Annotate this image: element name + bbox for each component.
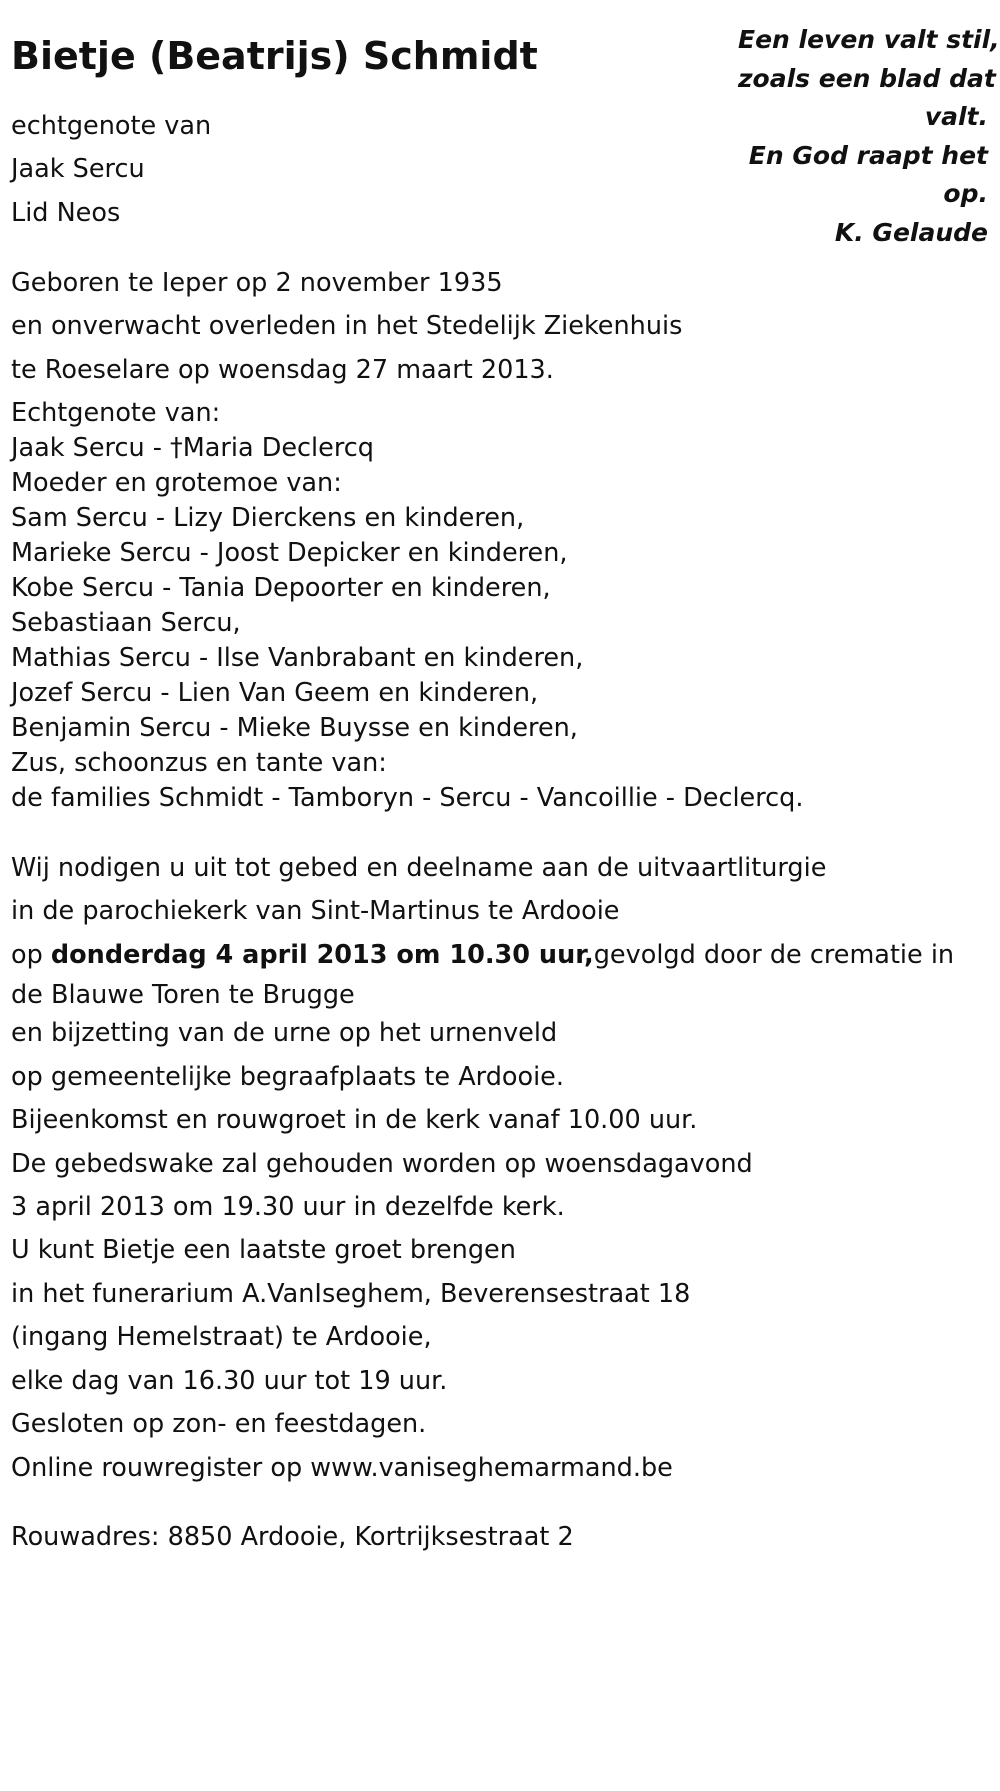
death-place-line: te Roeselare op woensdag 27 maart 2013. [11,355,554,385]
service-line: elke dag van 16.30 uur tot 19 uur. [11,1366,448,1396]
poem-line: zoals een blad dat [738,63,996,93]
family-line: Sebastiaan Sercu, [11,608,241,638]
service-line: (ingang Hemelstraat) te Ardooie, [11,1322,432,1352]
family-line: Echtgenote van: [11,398,221,428]
family-line: Sam Sercu - Lizy Dierckens en kinderen, [11,503,525,533]
mourning-address: Rouwadres: 8850 Ardooie, Kortrijksestraat 2 [11,1522,574,1552]
death-line: en onverwacht overleden in het Stedelijk Ziekenhuis [11,311,683,341]
deceased-name-title: Bietje (Beatrijs) Schmidt [11,34,538,78]
service-church-line: in de parochiekerk van Sint-Martinus te Ardooie [11,896,620,926]
service-invitation-line: Wij nodigen u uit tot gebed en deelname aan de uitvaartliturgie [11,853,827,883]
birth-line: Geboren te Ieper op 2 november 1935 [11,268,503,298]
service-cremation-text: gevolgd door de crematie in de Blauwe Toren te Brugge [11,940,955,1010]
service-date-time: donderdag 4 april 2013 om 10.30 uur, [50,940,594,970]
family-line: Benjamin Sercu - Mieke Buysse en kinderen, [11,713,578,743]
service-line: 3 april 2013 om 19.30 uur in dezelfde kerk. [11,1192,565,1222]
intro-spouse-label: echtgenote van [11,111,212,141]
poem-line: En God raapt het [748,140,988,170]
intro-membership: Lid Neos [11,198,121,228]
service-date-prefix: op [11,940,51,970]
family-line: Moeder en grotemoe van: [11,468,342,498]
family-line: Kobe Sercu - Tania Depoorter en kinderen, [11,573,551,603]
poem-line: valt. [924,102,988,131]
online-register-line: Online rouwregister op www.vaniseghemarmand.be [11,1453,673,1483]
service-line: De gebedswake zal gehouden worden op woensdagavond [11,1149,753,1179]
service-line: in het funerarium A.VanIseghem, Beverensestraat 18 [11,1279,691,1309]
family-line: Jozef Sercu - Lien Van Geem en kinderen, [11,678,539,708]
service-line: Bijeenkomst en rouwgroet in de kerk vanaf 10.00 uur. [11,1105,698,1135]
service-date-paragraph [11,935,991,1015]
service-line: en bijzetting van de urne op het urnenveld [11,1018,558,1048]
family-line: Jaak Sercu - †Maria Declercq [11,433,374,463]
family-line: de families Schmidt - Tamboryn - Sercu - Vancoillie - Declercq. [11,783,804,813]
service-line: U kunt Bietje een laatste groet brengen [11,1235,516,1265]
service-line: Gesloten op zon- en feestdagen. [11,1409,427,1439]
intro-spouse-name: Jaak Sercu [11,154,145,184]
family-line: Zus, schoonzus en tante van: [11,748,387,778]
family-line: Marieke Sercu - Joost Depicker en kinderen, [11,538,568,568]
service-line: op gemeentelijke begraafplaats te Ardooie. [11,1062,564,1092]
memorial-poem [738,21,1000,252]
family-line: Mathias Sercu - Ilse Vanbrabant en kinderen, [11,643,584,673]
poem-author: K. Gelaude [834,217,988,247]
poem-line: Een leven valt stil, [738,25,1000,54]
poem-line: op. [943,179,988,208]
